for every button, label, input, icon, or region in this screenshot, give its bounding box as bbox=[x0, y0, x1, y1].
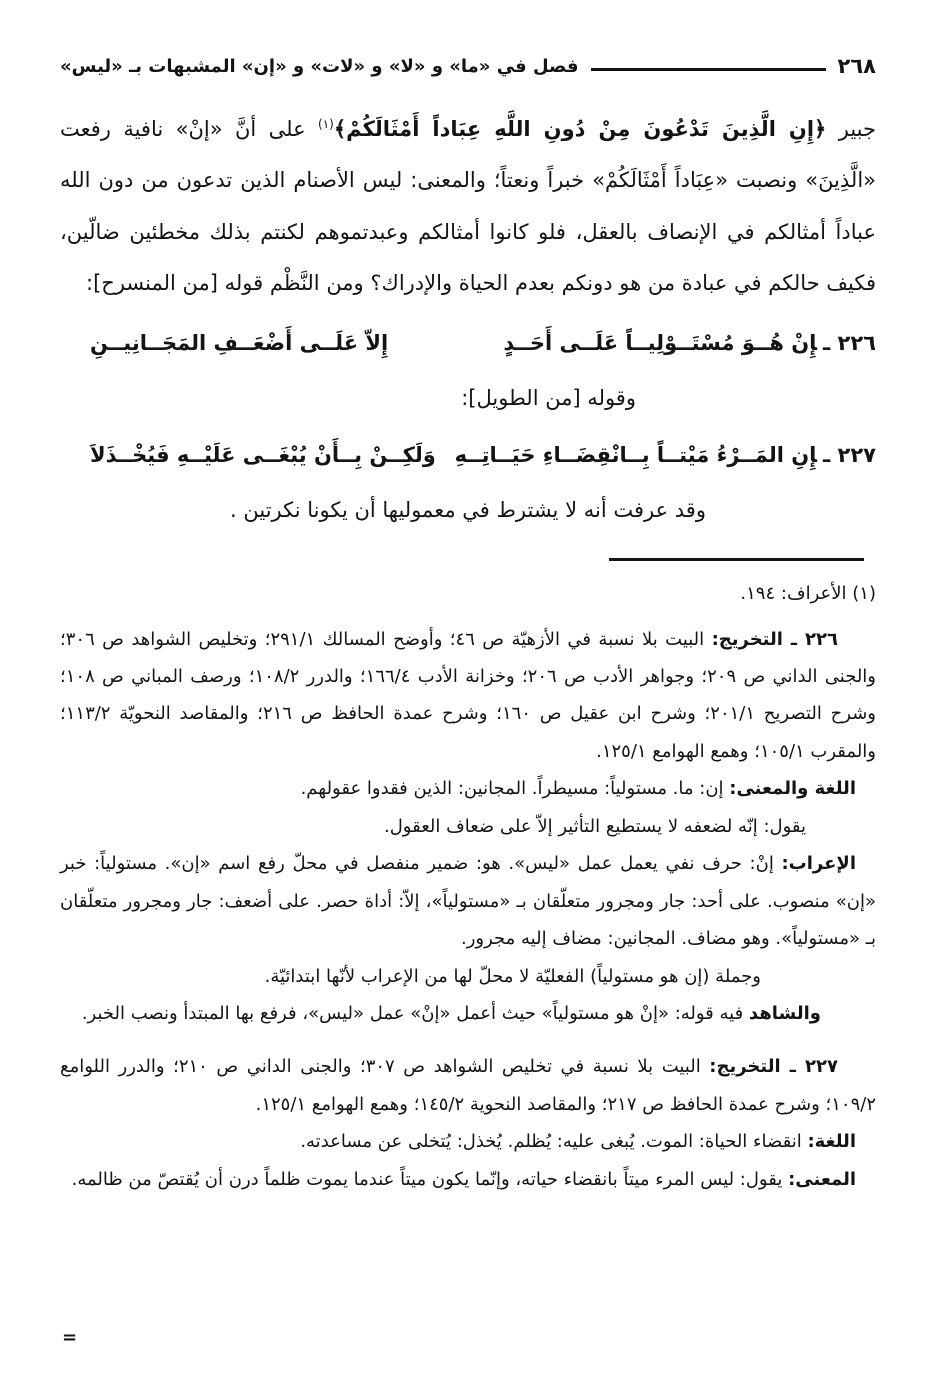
note-226-irab-label: الإعراب: bbox=[781, 853, 856, 875]
note-227-takhrij bbox=[60, 1048, 876, 1123]
spacer bbox=[60, 613, 876, 621]
chapter-title: فصل في «ما» و «لا» و «لات» و «إن» المشبهات بـ «ليس» bbox=[60, 55, 579, 77]
note-227-number: ٢٢٧ ـ bbox=[780, 1056, 838, 1078]
footnotes-block bbox=[60, 575, 876, 1198]
verse-226 bbox=[60, 324, 876, 364]
verse-226-first-hemistich bbox=[503, 324, 876, 364]
verse-226-number: ٢٢٦ ـ bbox=[823, 330, 876, 355]
spacer bbox=[60, 1032, 876, 1048]
note-227-lugha-text: انقضاء الحياة: الموت. يُبغى عليه: يُظلم. يُخذل: يُتخلى عن مساعدته. bbox=[300, 1131, 808, 1153]
verse-227-first-hemistich bbox=[455, 436, 876, 476]
page-header bbox=[60, 54, 876, 78]
paragraph-continuation: على أنَّ «إنْ» نافية رفعت «الَّذِينَ» ونصبت «عِبَاداً أَمْثَالَكُمْ» خبراً ونعتاً؛ والمعنى: ليس الأصنام الذين تدعون من دون الله عباداً أمثالكم في الإنصاف بالعقل، فلو كانوا أمثالكم وعبدتموهم لكنتم بذلك مخطئين ضالّين، فكيف حالكم في عبادة من هو دونكم بعدم الحياة والإدراك؟ ومن النَّظْم قوله [من المنسرح]: bbox=[60, 117, 876, 296]
paragraph-opening: جبير bbox=[826, 117, 877, 141]
note-226-shahid-label: والشاهد bbox=[748, 1002, 821, 1024]
note-227-mana-label: المعنى: bbox=[788, 1168, 856, 1190]
note-226-takhrij-text: البيت بلا نسبة في الأزهيّة ص ٤٦؛ وأوضح المسالك ٢٩١/١؛ وتخليص الشواهد ص ٣٠٦؛ والجنى الداني ص ٢٠٩؛ وجواهر الأدب ص ٢٠٦؛ وخزانة الأدب ١٦٦/٤؛ والدرر ١٠٨/٢؛ ورصف المباني ص ١٠٨؛ وشرح التصريح ٢٠١/١؛ وشرح ابن عقيل ص ١٦٠؛ وشرح عمدة الحافظ ص ٢١٦؛ والمقاصد النحويّة ١١٣/٢؛ والمقرب ١٠٥/١؛ وهمع الهوامع ١٢٥/١. bbox=[60, 628, 876, 762]
note-226-shahid bbox=[60, 995, 876, 1032]
verse-227-second-hemistich: وَلَكِــنْ بِــأَنْ يُبْغَــى عَلَيْــهِ فَيُخْــذَلاَ bbox=[90, 442, 436, 467]
quran-quote: ﴿إِنِ الَّذِينَ تَدْعُونَ مِنْ دُونِ اللَّهِ عِبَاداً أَمْثَالَكُمْ﴾ bbox=[333, 117, 827, 141]
note-226-takhrij bbox=[60, 621, 876, 771]
note-226-lugha bbox=[60, 770, 876, 807]
verse-226-sadr-text: إِنْ هُــوَ مُسْتَــوْلِيــاً عَلَــى أَحَــدٍ bbox=[503, 330, 818, 355]
header-rule bbox=[591, 68, 826, 71]
note-226-yaqul: يقول: إنّه لضعفه لا يستطيع التأثير إلاّ على ضعاف العقول. bbox=[383, 815, 806, 837]
note-227-mana-text: يقول: ليس المرء ميتاً بانقضاء حياته، وإنّما يكون ميتاً عندما يموت ظلماً درن أن يُقتصّ من ظالمه. bbox=[71, 1168, 789, 1190]
note-227-mana bbox=[60, 1161, 876, 1198]
footnote-quran-ref: (١) الأعراف: ١٩٤. bbox=[740, 583, 876, 605]
main-paragraph bbox=[60, 104, 876, 310]
note-227-takhrij-text: البيت بلا نسبة في تخليص الشواهد ص ٣٠٧؛ والجنى الداني ص ٢١٠؛ والدرر اللوامع ١٠٩/٢؛ وشرح عمدة الحافظ ص ٢١٧؛ والمقاصد النحوية ١٤٥/٢؛ وهمع الهوامع ١٢٥/١. bbox=[60, 1056, 876, 1115]
verse-226-second-hemistich: إِلاّ عَلَــى أَضْعَــفِ المَجَــانِيــنِ bbox=[90, 330, 389, 355]
footnote-reference-mark: (١) bbox=[318, 117, 334, 131]
note-226-takhrij-label: التخريج: bbox=[711, 628, 783, 650]
continuation-mark: = bbox=[62, 1327, 78, 1348]
note-226-irab-text: إنْ: حرف نفي يعمل عمل «ليس». هو: ضمير منفصل في محلّ رفع اسم «إن». مستولياً: خبر «إن» منصوب. على أحد: جار ومجرور متعلّقان بـ «مستولياً»، إلاّ: أداة حصر. على أضعف: جار ومجرور متعلّقان بـ «مستولياً». وهو مضاف. المجانين: مضاف إليه مجرور. bbox=[60, 853, 876, 950]
footnote-separator-rule bbox=[609, 558, 864, 561]
closing-line: وقد عرفت أنه لا يشترط في معموليها أن يكونا نكرتين . bbox=[230, 497, 706, 522]
verse-227 bbox=[60, 436, 876, 476]
note-226-lugha-label: اللغة والمعنى: bbox=[729, 778, 856, 800]
note-227-lugha-label: اللغة: bbox=[807, 1131, 856, 1153]
page-number: ٢٦٨ bbox=[837, 54, 876, 78]
note-227-lugha bbox=[60, 1123, 876, 1160]
verse-227-number: ٢٢٧ ـ bbox=[823, 442, 876, 467]
verse-227-sadr-text: إِنِ المَــرْءُ مَيْتــاً بِــانْقِضَــاءِ حَيَــاتِــهِ bbox=[454, 442, 818, 467]
note-226-lugha-text: إن: ما. مستولياً: مسيطراً. المجانين: الذين فقدوا عقولهم. bbox=[300, 778, 730, 800]
note-226-irab bbox=[60, 845, 876, 957]
note-226-shahid-text: فيه قوله: «إنْ هو مستولياً» حيث أعمل «إنْ» عمل «ليس»، فرفع بها المبتدأ ونصب الخبر. bbox=[81, 1002, 749, 1024]
note-226-number: ٢٢٦ ـ bbox=[782, 628, 839, 650]
note-227-takhrij-label: التخريج: bbox=[709, 1056, 781, 1078]
interlude-line: وقوله [من الطويل]: bbox=[461, 385, 636, 410]
note-226-jumla: وجملة (إن هو مستولياً) الفعليّة لا محلّ لها من الإعراب لأنّها ابتدائيّة. bbox=[264, 965, 761, 987]
